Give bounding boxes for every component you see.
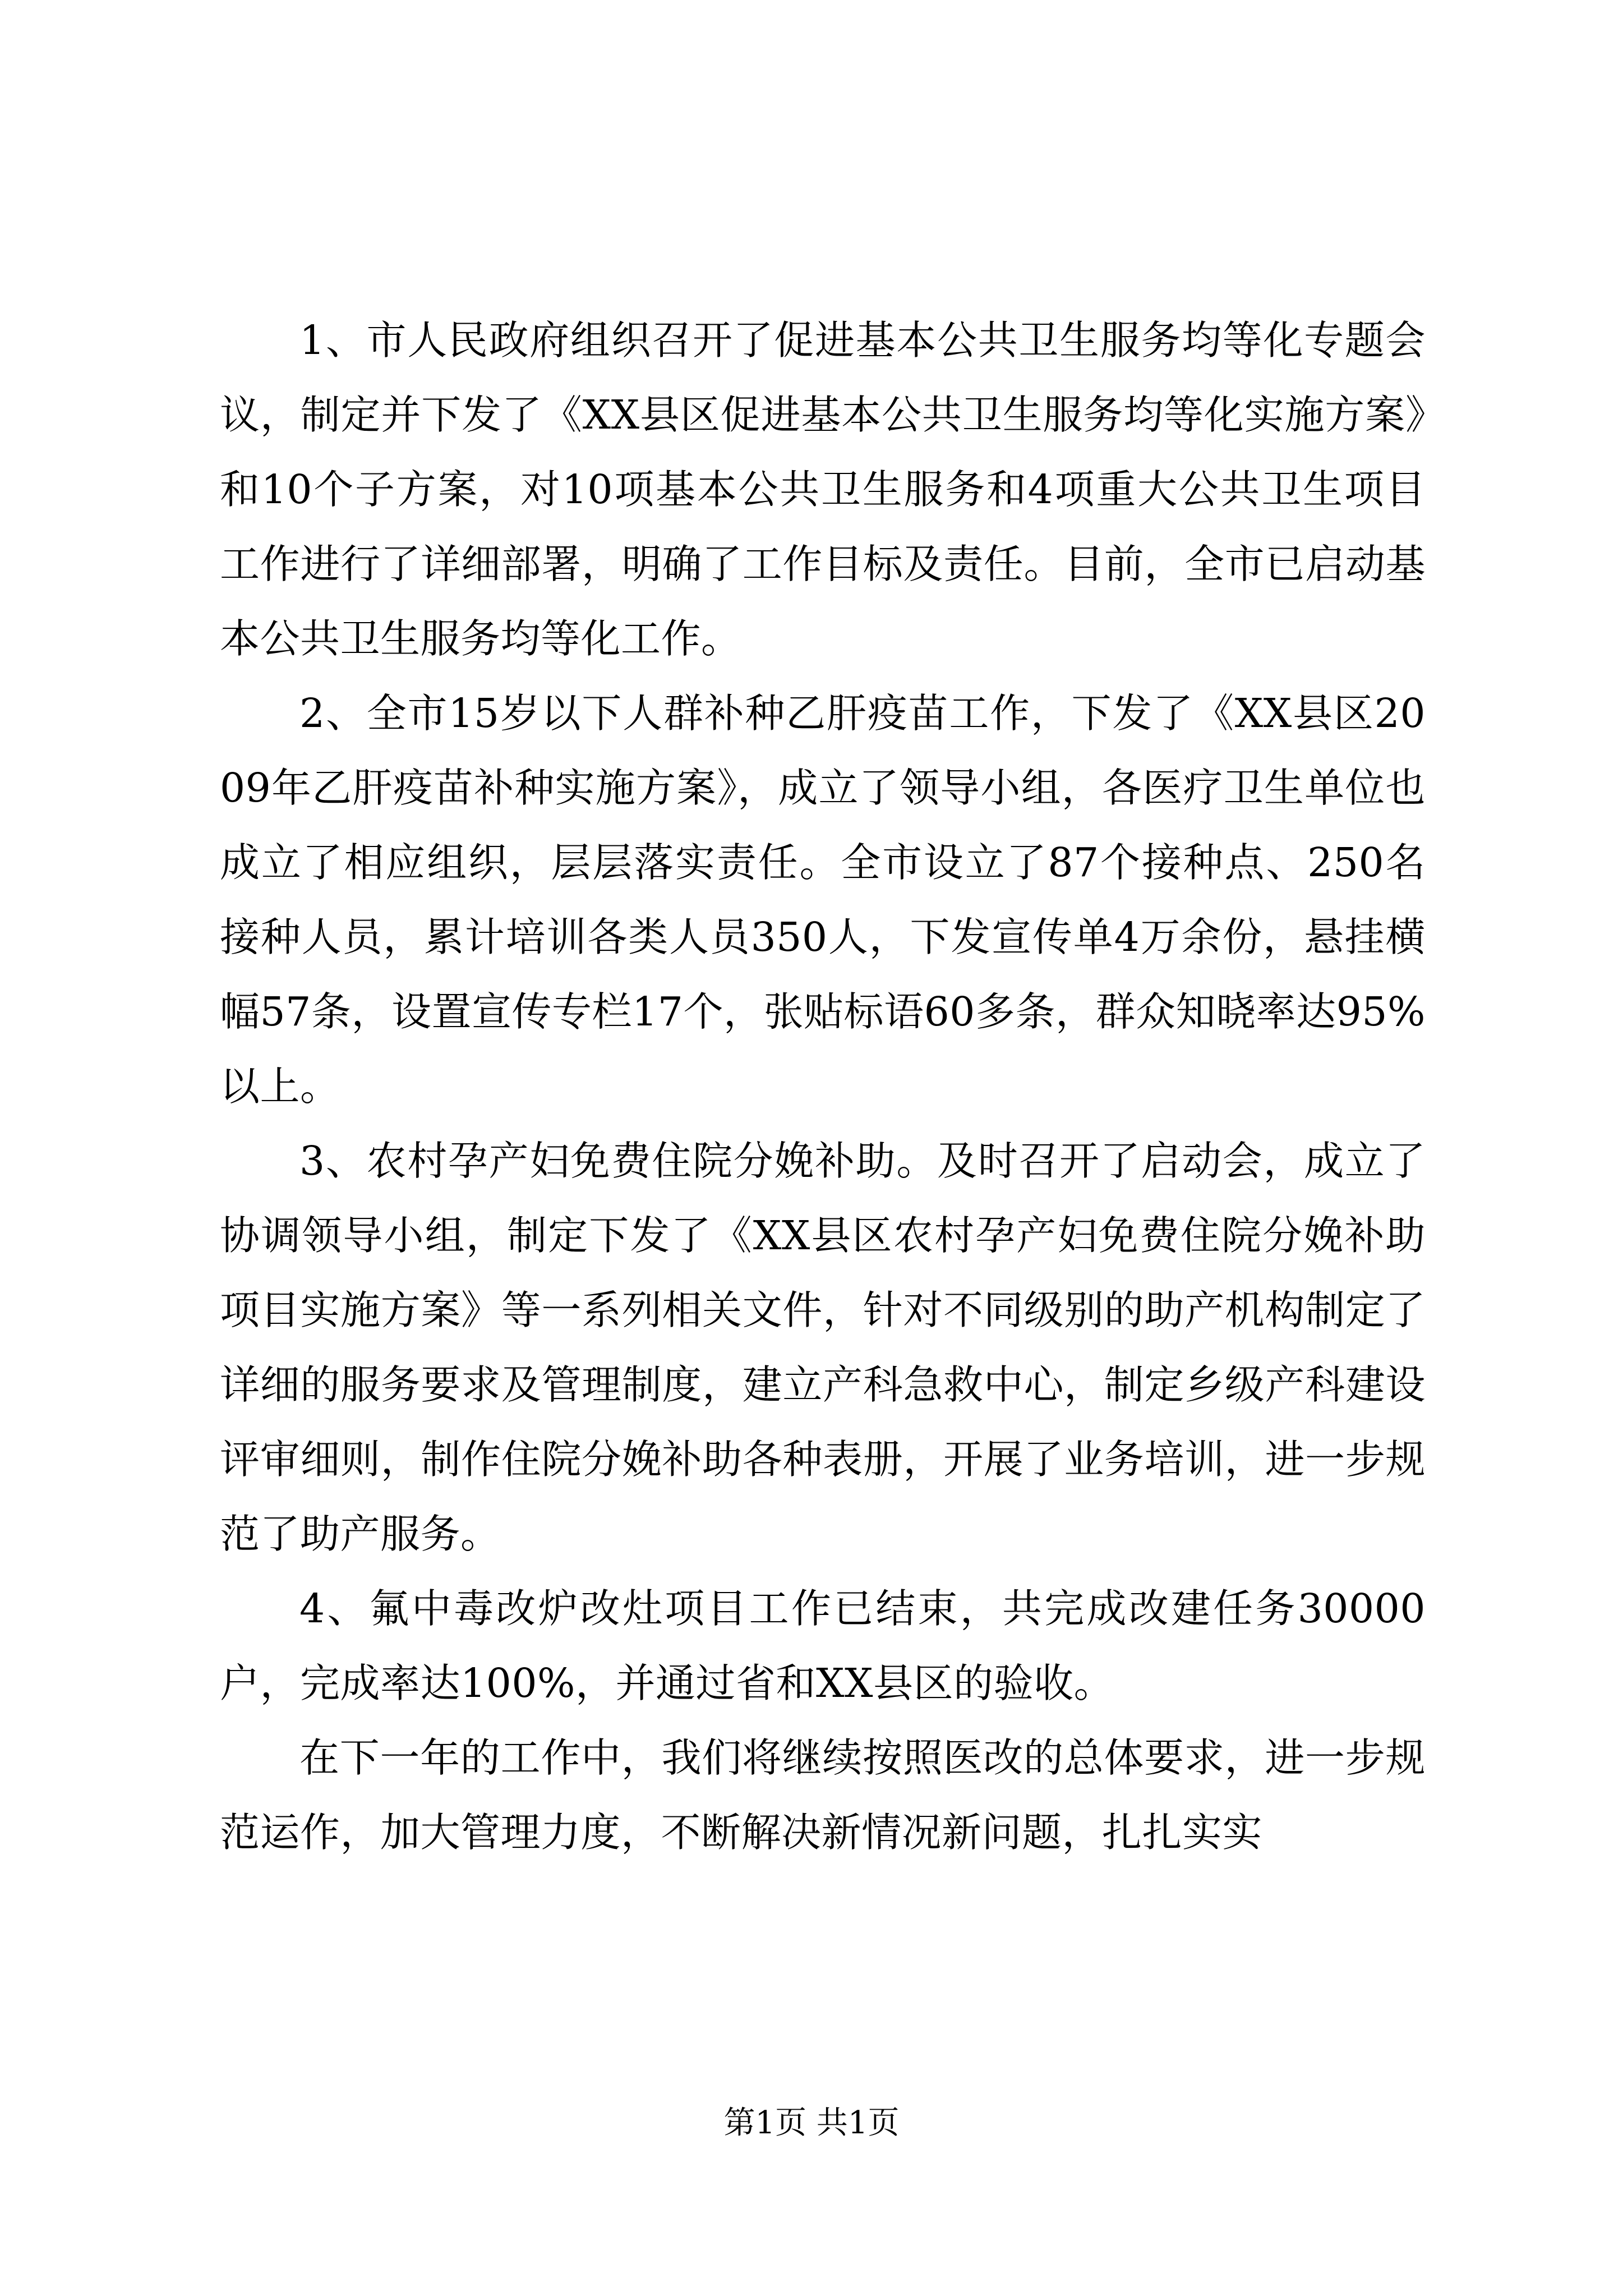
paragraph-1: 1、市人民政府组织召开了促进基本公共卫生服务均等化专题会议，制定并下发了《XX县区促进基本公共卫生服务均等化实施方案》和10个子方案，对10项基本公共卫生服务和4项重大公共卫生项目工作进行了详细部署，明确了工作目标及责任。目前，全市已启动基本公共卫生服务均等化工作。 [220, 317, 1426, 662]
paragraph-4: 4、氟中毒改炉改灶项目工作已结束，共完成改建任务30000户，完成率达100%，并通过省和XX县区的验收。 [220, 1585, 1426, 1706]
paragraph-5: 在下一年的工作中，我们将继续按照医改的总体要求，进一步规范运作，加大管理力度，不断解决新情况新问题，扎扎实实 [220, 1734, 1426, 1856]
paragraph-3: 3、农村孕产妇免费住院分娩补助。及时召开了启动会，成立了协调领导小组，制定下发了《XX县区农村孕产妇免费住院分娩补助项目实施方案》等一系列相关文件，针对不同级别的助产机构制定了详细的服务要求及管理制度，建立产科急救中心，制定乡级产科建设评审细则，制作住院分娩补助各种表册，开展了业务培训，进一步规范了助产服务。 [220, 1138, 1426, 1557]
document-body [220, 303, 1426, 1870]
page-footer: 第1页 共1页 [723, 2105, 900, 2141]
paragraph-2: 2、全市15岁以下人群补种乙肝疫苗工作，下发了《XX县区2009年乙肝疫苗补种实施方案》，成立了领导小组，各医疗卫生单位也成立了相应组织，层层落实责任。全市设立了87个接种点、250名接种人员，累计培训各类人员350人，下发宣传单4万余份，悬挂横幅57条，设置宣传专栏17个，张贴标语60多条，群众知晓率达95%以上。 [220, 690, 1426, 1110]
